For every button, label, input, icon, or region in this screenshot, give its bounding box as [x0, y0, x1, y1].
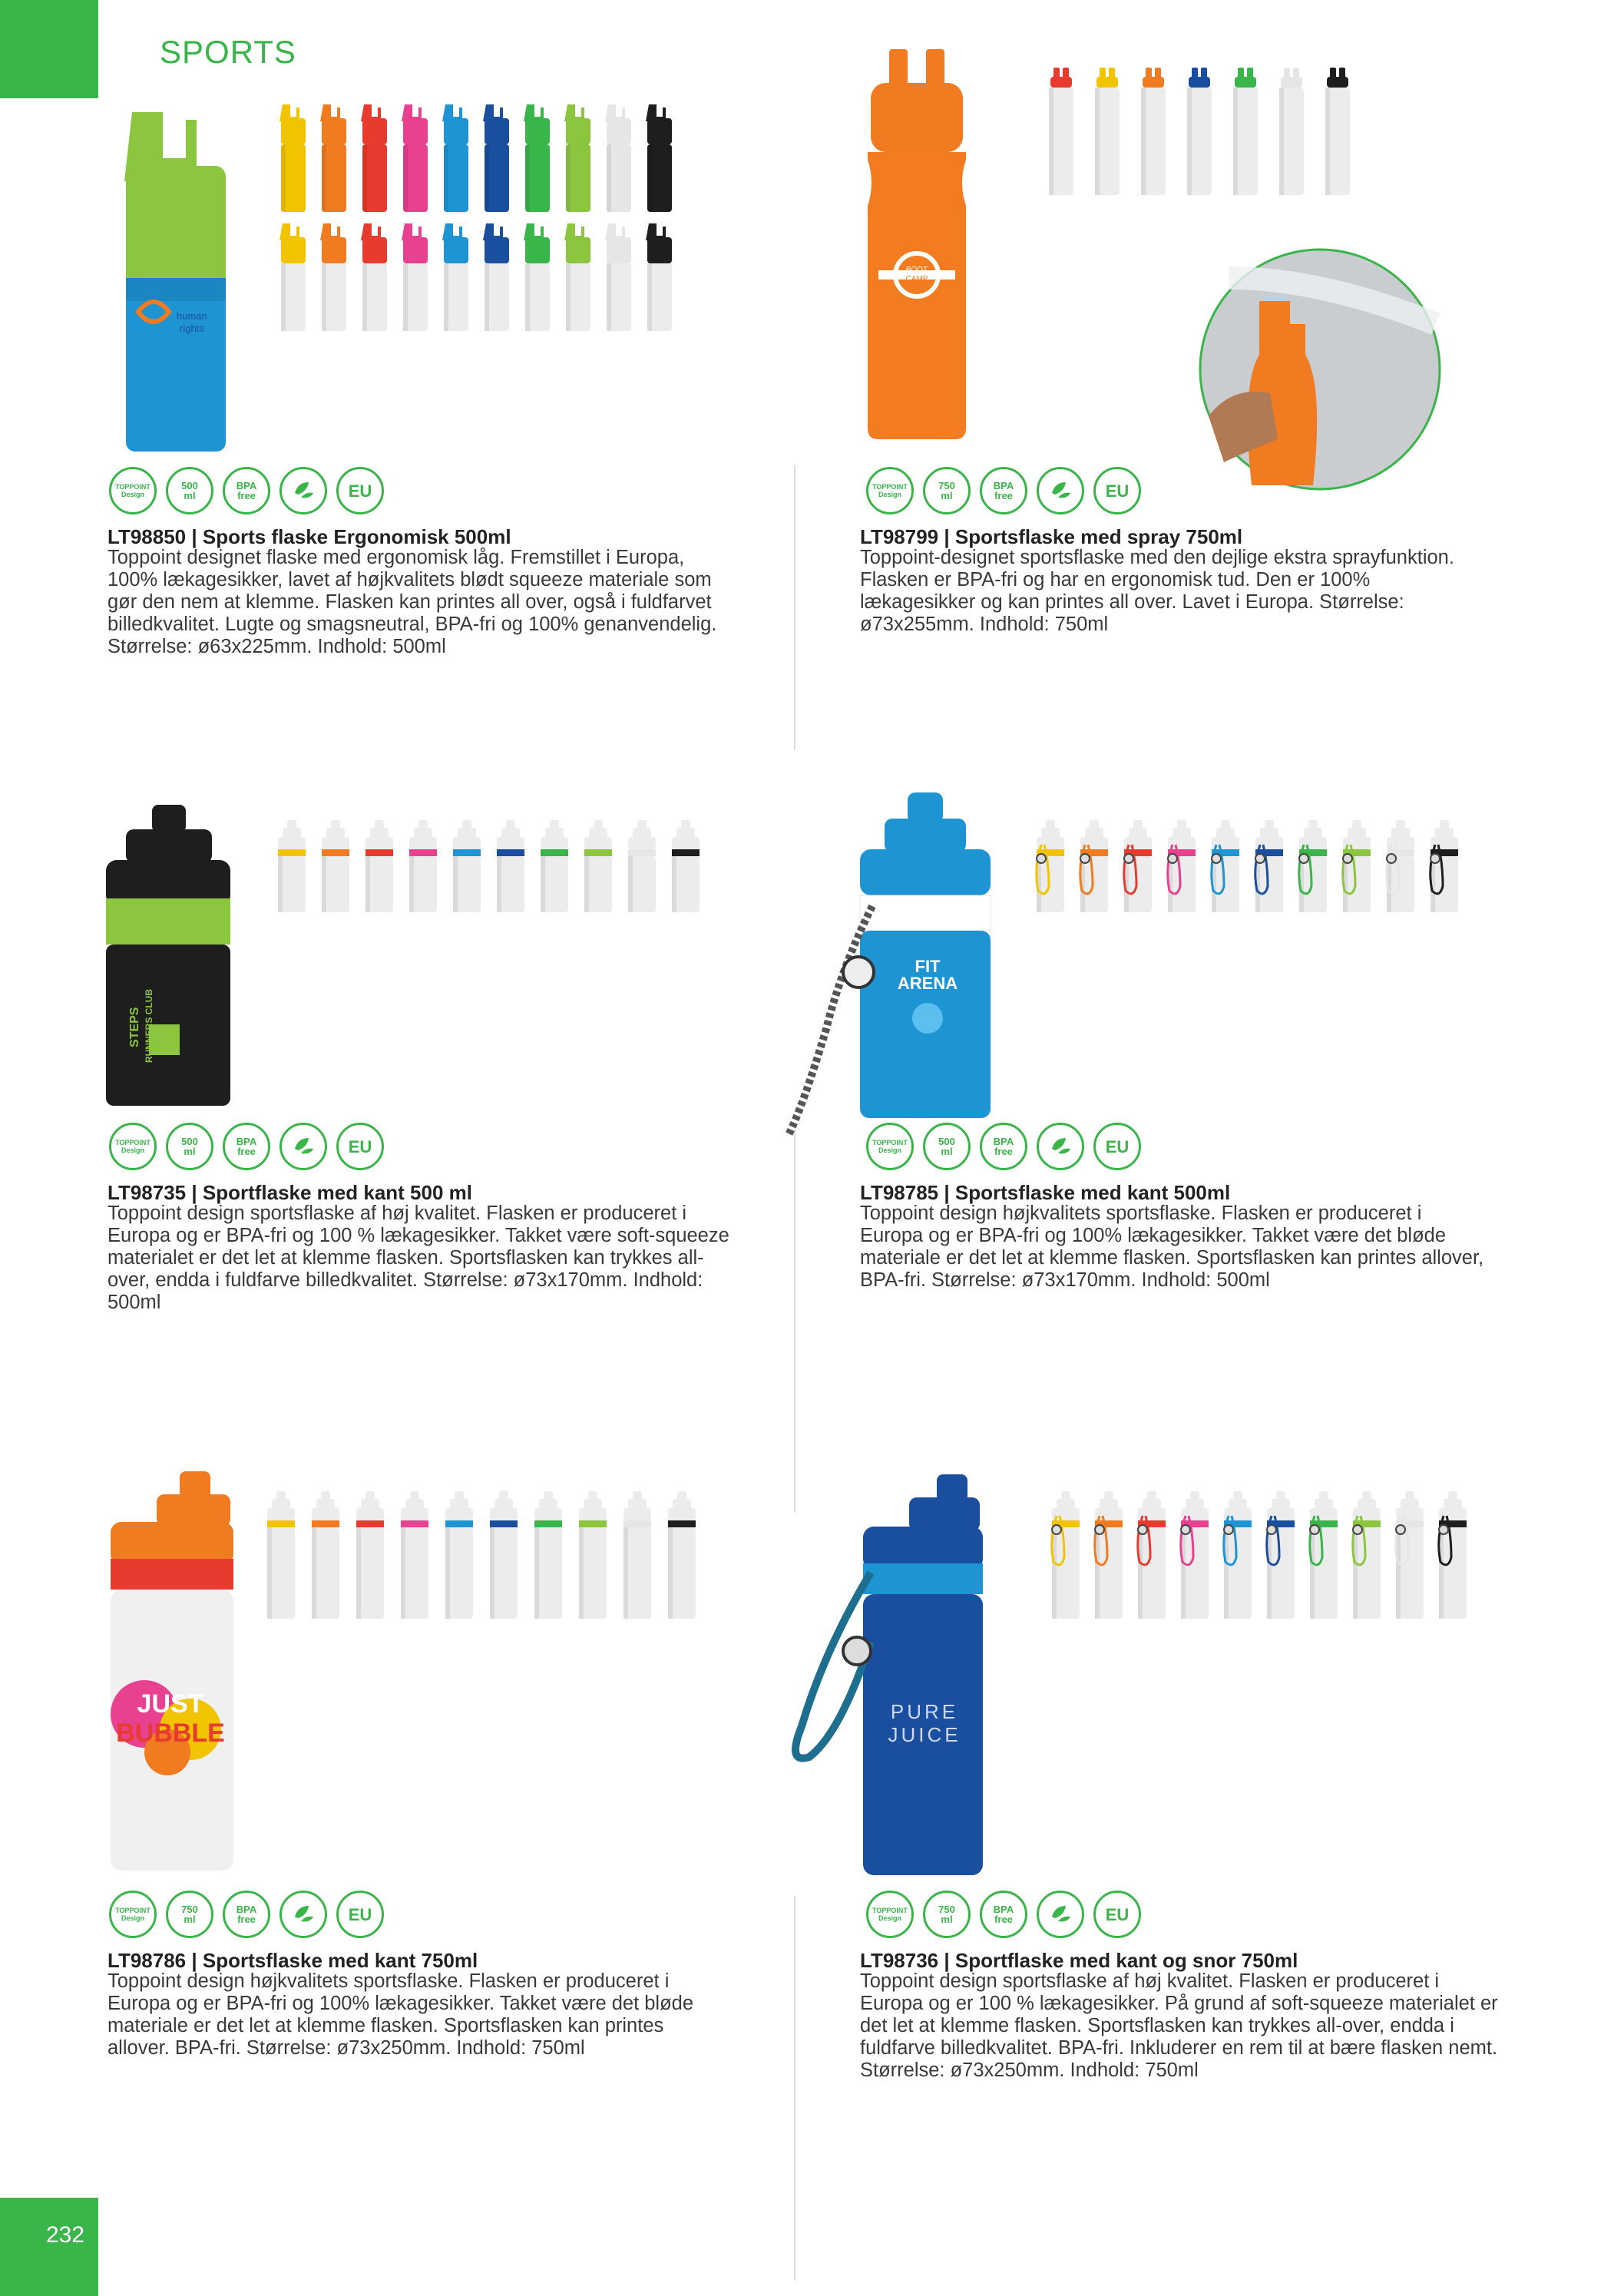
toppoint-design-badge: TOPPOINT Design: [109, 467, 157, 514]
bpa-free-badge: BPA free: [980, 1123, 1027, 1170]
color-variant-bottle: [522, 100, 553, 213]
product-description: Toppoint design højkvalitets sportsflaske. Flasken er produceret i Europa og er BPA-fri og 100% lækagesikker. Takket være det bløde materiale er det let at klemme flasken. Sportsflasken kan printes allover, BPA-fri. Størrelse: ø73x170mm. Indhold: 500ml: [860, 1203, 1484, 1291]
color-variant-bottle: [1046, 66, 1077, 197]
svg-text:JUICE: JUICE: [888, 1723, 961, 1746]
svg-text:JUST: JUST: [137, 1689, 204, 1719]
svg-text:CAMP: CAMP: [905, 275, 928, 283]
color-variant-bottle: [481, 100, 512, 213]
product-title: LT98850 | Sports flaske Ergonomisk 500ml: [107, 525, 511, 548]
color-variant-bottle: [355, 1490, 385, 1620]
color-variant-bottle: [444, 1490, 475, 1620]
recycle-leaf-icon: [279, 1123, 327, 1170]
color-variant-bottle: [1210, 819, 1241, 914]
color-variant-bottle: [400, 100, 431, 213]
product-badges: [866, 467, 1141, 514]
volume-badge: 750 ml: [923, 467, 971, 514]
color-variant-bottle: [604, 219, 634, 332]
color-variant-bottle: [644, 219, 675, 332]
bpa-free-badge: BPA free: [980, 1891, 1027, 1938]
svg-text:BOOT: BOOT: [905, 266, 928, 274]
recycle-leaf-icon: [279, 467, 327, 514]
color-variant-bottle: [644, 100, 675, 213]
spray-detail-photo: [1198, 247, 1442, 491]
eu-badge: EU: [336, 1891, 384, 1938]
color-variant-bottle: [495, 819, 526, 914]
product-title: LT98785 | Sportsflaske med kant 500ml: [860, 1181, 1231, 1204]
toppoint-design-badge: TOPPOINT Design: [109, 1891, 157, 1938]
color-variant-bottle: [563, 100, 594, 213]
toppoint-design-badge: TOPPOINT Design: [866, 467, 914, 514]
product-image-sport-bottle-strap: [776, 791, 998, 1140]
color-variants-row: [276, 819, 701, 914]
color-variant-bottle: [1437, 1490, 1468, 1620]
color-variant-bottle: [1322, 66, 1353, 197]
eu-badge: EU: [336, 467, 384, 514]
volume-badge: 500 ml: [166, 467, 213, 514]
product-image-ergonomic-bottle: [115, 97, 238, 455]
color-variant-bottle: [1138, 66, 1169, 197]
color-variant-bottle: [577, 1490, 608, 1620]
color-variant-bottle: [408, 819, 438, 914]
bpa-free-badge: BPA free: [223, 1891, 270, 1938]
color-variant-bottle: [1093, 1490, 1124, 1620]
product-badges: [109, 467, 384, 514]
svg-text:STEPS: STEPS: [128, 1007, 141, 1047]
column-divider: [794, 1897, 795, 2281]
color-variant-bottle: [278, 219, 309, 332]
product-title: LT98735 | Sportflaske med kant 500 ml: [107, 1181, 472, 1204]
eu-badge: EU: [1093, 467, 1141, 514]
volume-badge: 500 ml: [923, 1123, 971, 1170]
color-variant-bottle: [441, 100, 471, 213]
color-variant-bottle: [359, 219, 390, 332]
color-variant-bottle: [1265, 1490, 1296, 1620]
recycle-leaf-icon: [1037, 1891, 1084, 1938]
color-variant-bottle: [1123, 819, 1153, 914]
volume-badge: 500 ml: [166, 1123, 213, 1170]
color-variant-bottle: [1222, 1490, 1253, 1620]
product-title: LT98799 | Sportsflaske med spray 750ml: [860, 525, 1243, 548]
section-title: SPORTS: [160, 34, 296, 70]
color-variant-bottle: [1050, 1490, 1081, 1620]
color-variant-bottle: [441, 219, 471, 332]
svg-text:ARENA: ARENA: [897, 974, 958, 993]
svg-text:FIT: FIT: [915, 957, 941, 976]
color-variants-row: [278, 219, 675, 332]
color-variant-bottle: [451, 819, 482, 914]
product-image-spray-bottle: [855, 45, 986, 444]
color-variant-bottle: [622, 1490, 653, 1620]
color-variant-bottle: [1385, 819, 1416, 914]
color-variant-bottle: [1341, 819, 1372, 914]
color-variant-bottle: [1394, 1490, 1425, 1620]
color-variants-row: [266, 1490, 697, 1620]
volume-badge: 750 ml: [166, 1891, 213, 1938]
color-variant-bottle: [604, 100, 634, 213]
bottle-print-text: rights: [180, 323, 204, 334]
color-variant-bottle: [666, 1490, 697, 1620]
product-description: Toppoint design sportsflaske af høj kvalitet. Flasken er produceret i Europa og er BPA-fri og 100 % lækagesikker. Takket være soft-squeeze materialet er det let at klemme flasken. Sportsflasken kan trykkes all-over, endda i fuldfarve billedkvalitet. Størrelse: ø73x170mm. Indhold: 500ml: [107, 1203, 729, 1313]
recycle-leaf-icon: [1037, 1123, 1084, 1170]
color-variant-bottle: [310, 1490, 341, 1620]
color-variant-bottle: [539, 819, 570, 914]
color-variant-bottle: [319, 219, 349, 332]
color-variant-bottle: [1254, 819, 1285, 914]
bpa-free-badge: BPA free: [223, 1123, 270, 1170]
color-variant-bottle: [1308, 1490, 1339, 1620]
color-variant-bottle: [266, 1490, 296, 1620]
color-variant-bottle: [627, 819, 657, 914]
color-variant-bottle: [1035, 819, 1066, 914]
recycle-leaf-icon: [1037, 467, 1084, 514]
corner-tab: [0, 0, 98, 98]
bpa-free-badge: BPA free: [980, 467, 1027, 514]
color-variant-bottle: [481, 219, 512, 332]
volume-badge: 750 ml: [923, 1891, 971, 1938]
color-variants-row: [1050, 1490, 1468, 1620]
color-variant-bottle: [278, 100, 309, 213]
bottle-print-text: human: [177, 310, 207, 322]
bpa-free-badge: BPA free: [223, 467, 270, 514]
color-variant-bottle: [399, 1490, 430, 1620]
product-description: Toppoint designet flaske med ergonomisk låg. Fremstillet i Europa, 100% lækagesikker, lavet af højkvalitets blødt squeeze materiale som gør den nem at klemme. Flasken kan printes all over, også i fuldfarvet billedkvalitet. Lugte og smagsneutral, BPA-fri og 100% genanvendelig. Størrelse: ø63x225mm. Indhold: 500ml: [107, 547, 717, 657]
recycle-leaf-icon: [279, 1891, 327, 1938]
color-variant-bottle: [1079, 819, 1110, 914]
color-variant-bottle: [1166, 819, 1197, 914]
color-variant-bottle: [583, 819, 614, 914]
product-image-sport-bottle-750: [106, 1468, 236, 1875]
product-badges: [109, 1891, 384, 1938]
color-variant-bottle: [670, 819, 701, 914]
eu-badge: EU: [336, 1123, 384, 1170]
svg-text:PURE: PURE: [890, 1700, 959, 1723]
color-variants-row: [1035, 819, 1460, 914]
color-variant-bottle: [1276, 66, 1307, 197]
product-image-sport-bottle-cord: [786, 1473, 986, 1880]
color-variant-bottle: [1179, 1490, 1210, 1620]
color-variants-row: [278, 100, 675, 213]
toppoint-design-badge: TOPPOINT Design: [866, 1891, 914, 1938]
product-image-sport-bottle-500: [103, 802, 233, 1109]
color-variant-bottle: [320, 819, 351, 914]
product-title: LT98786 | Sportsflaske med kant 750ml: [107, 1949, 478, 1972]
eu-badge: EU: [1093, 1891, 1141, 1938]
product-badges: [866, 1891, 1141, 1938]
product-description: Toppoint design sportsflaske af høj kvalitet. Flasken er produceret i Europa og er 100 % lækagesikker. På grund af soft-squeeze materialet er det let at klemme flasken. Sportsflasken kan trykkes all-over, endda i fuldfarve billedkvalitet. BPA-fri. Inkluderer en rem til at bære flasken nemt. Størrelse: ø73x250mm. Indhold: 750ml: [860, 1970, 1498, 2081]
color-variant-bottle: [276, 819, 307, 914]
color-variants-row: [1046, 66, 1353, 197]
eu-badge: EU: [1093, 1123, 1141, 1170]
toppoint-design-badge: TOPPOINT Design: [109, 1123, 157, 1170]
svg-text:BUBBLE: BUBBLE: [116, 1719, 225, 1748]
color-variant-bottle: [400, 219, 431, 332]
color-variant-bottle: [1136, 1490, 1167, 1620]
product-description: Toppoint-designet sportsflaske med den dejlige ekstra sprayfunktion. Flasken er BPA-fri og har en ergonomisk tud. Den er 100% lækagesikker og kan printes all over. Lavet i Europa. Størrelse: ø73x255mm. Indhold: 750ml: [860, 547, 1454, 635]
column-divider: [794, 1129, 795, 1513]
product-badges: [866, 1123, 1141, 1170]
color-variant-bottle: [1230, 66, 1261, 197]
color-variant-bottle: [1092, 66, 1123, 197]
column-divider: [794, 465, 795, 749]
product-description: Toppoint design højkvalitets sportsflaske. Flasken er produceret i Europa og er BPA-fri og 100% lækagesikker. Takket være det bløde materiale er det let at klemme flasken. Sportsflasken kan printes allover. BPA-fri. Størrelse: ø73x250mm. Indhold: 750ml: [107, 1970, 694, 2059]
color-variant-bottle: [1351, 1490, 1382, 1620]
color-variant-bottle: [563, 219, 594, 332]
color-variant-bottle: [1429, 819, 1460, 914]
page-number: 232: [46, 2222, 85, 2248]
svg-text:RUNNERS CLUB: RUNNERS CLUB: [144, 989, 154, 1063]
toppoint-design-badge: TOPPOINT Design: [866, 1123, 914, 1170]
product-badges: [109, 1123, 384, 1170]
color-variant-bottle: [488, 1490, 519, 1620]
color-variant-bottle: [1184, 66, 1215, 197]
color-variant-bottle: [319, 100, 349, 213]
color-variant-bottle: [522, 219, 553, 332]
color-variant-bottle: [359, 100, 390, 213]
color-variant-bottle: [1298, 819, 1328, 914]
color-variant-bottle: [364, 819, 395, 914]
color-variant-bottle: [533, 1490, 564, 1620]
product-title: LT98736 | Sportflaske med kant og snor 750ml: [860, 1949, 1298, 1972]
